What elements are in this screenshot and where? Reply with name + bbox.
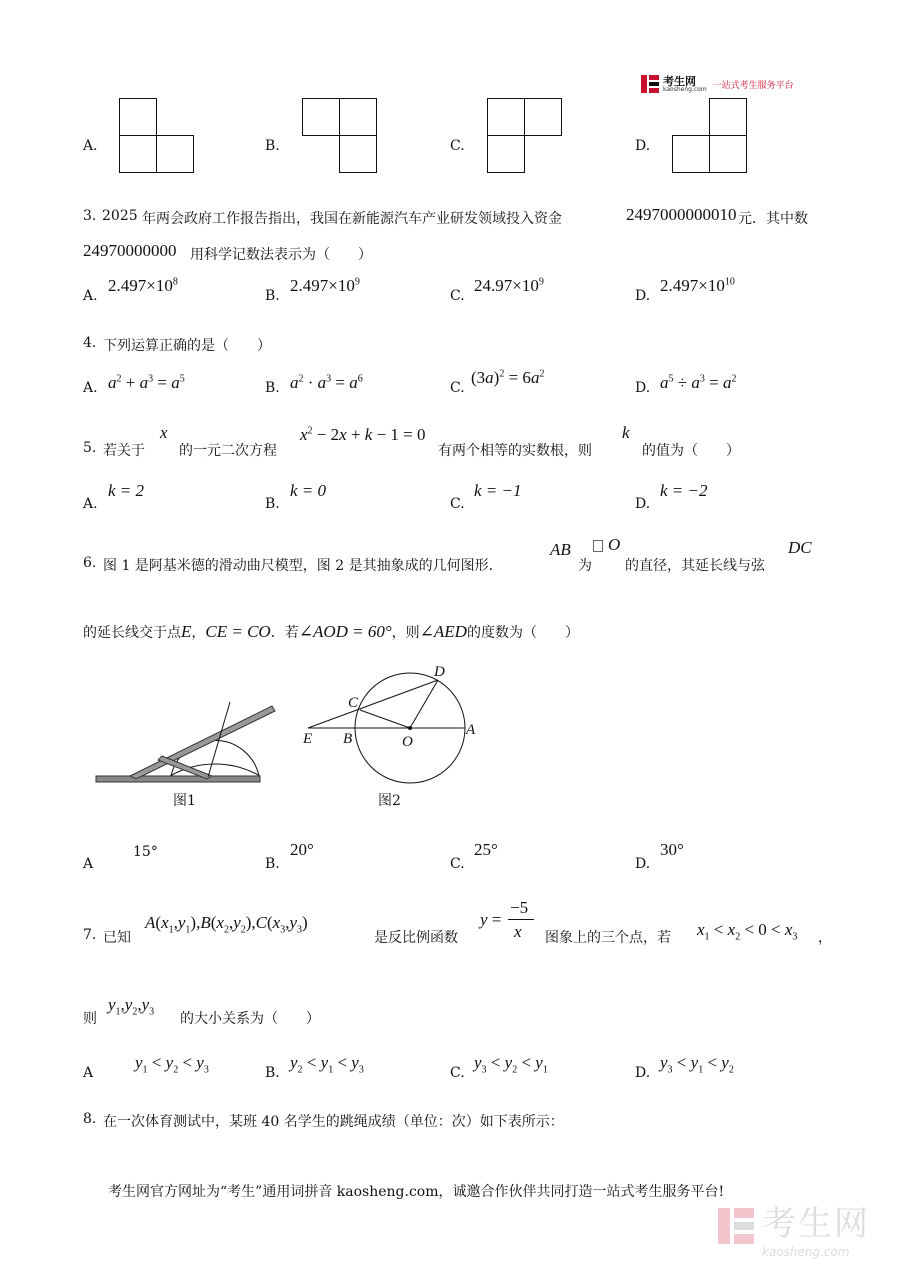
q7-ze: 则 xyxy=(83,1011,97,1027)
q3-option-d-value: $2.497\times 10^{10}$ xyxy=(660,276,735,295)
q5-option-b-value: k = 0 xyxy=(290,481,327,500)
q6-dc: DC xyxy=(788,538,812,557)
q7-condition: $x_1 < x_2 < 0 < x_3$ xyxy=(697,920,798,943)
q7-t4: ， xyxy=(818,930,832,946)
q7-option-c-label: C. xyxy=(450,1065,465,1081)
q7-t1: 已知 xyxy=(103,930,131,946)
q7-option-c-formula: $y_3 < y_2 < y_1$ xyxy=(474,1053,548,1076)
q3-text3: 用科学记数法表示为（ ） xyxy=(190,247,372,263)
q2-option-c-label: C. xyxy=(450,138,465,154)
q3-text2: 元．其中数 xyxy=(738,211,808,227)
q5-option-c-value: k = −1 xyxy=(474,481,522,500)
q7-vars: $y_1,y_2,y_3$ xyxy=(108,995,155,1018)
q5-option-a-value: k = 2 xyxy=(108,481,145,500)
header-logo xyxy=(640,74,794,94)
q7-option-b-label: B. xyxy=(265,1065,280,1081)
q3-option-c-label: C. xyxy=(450,288,465,304)
q5-option-d-value: k = −2 xyxy=(660,481,708,500)
logo-name: 考生网 xyxy=(663,74,696,88)
q5-t4: 的值为（ ） xyxy=(642,443,740,459)
q5-option-b-label: B. xyxy=(265,496,280,512)
q7-option-a-formula: $y_1 < y_2 < y_3$ xyxy=(135,1053,209,1076)
q7-option-d-label: D. xyxy=(635,1065,651,1081)
q4-option-a-label: A. xyxy=(83,380,98,396)
q7-option-b-formula: $y_2 < y_1 < y_3$ xyxy=(290,1053,364,1076)
q6-option-b-value: 20° xyxy=(290,840,314,859)
q6-point-b: B xyxy=(343,731,353,747)
q5-var-x: x xyxy=(160,423,168,442)
footer-text: 考生网官方网址为“考生”通用词拼音 kaosheng.com，诚邀合作伙伴共同打造一站式考生服务平台! xyxy=(108,1184,725,1200)
watermark-url: kaosheng.com xyxy=(762,1245,850,1259)
q6-point-c: C xyxy=(348,695,359,711)
q4-number: 4. xyxy=(83,335,97,351)
q4-option-b-label: B. xyxy=(265,380,280,396)
q6-option-b-label: B. xyxy=(265,856,280,872)
q4-option-d-formula: $a^5 \div a^3 = a^2$ xyxy=(660,373,737,392)
q4-option-c-formula: $(3a)^2 = 6a^2$ xyxy=(471,368,545,387)
q2-option-a-label: A. xyxy=(83,138,98,154)
q3-number: 3. xyxy=(83,208,97,224)
q6-point-a: A xyxy=(466,722,476,738)
q7-t3: 图象上的三个点，若 xyxy=(545,930,671,946)
q7-points: $A(x_1,y_1),B(x_2,y_2),C(x_3,y_3)$ xyxy=(145,913,308,936)
circle-symbol-icon xyxy=(593,540,603,552)
q6-point-o: O xyxy=(402,734,413,750)
q7-number: 7. xyxy=(83,927,97,943)
q3-option-b-label: B. xyxy=(265,288,280,304)
q5-var-k: k xyxy=(622,423,630,442)
logo-icon xyxy=(640,74,660,94)
q6-fig1-label: 图1 xyxy=(173,793,196,809)
q8-number: 8. xyxy=(83,1111,97,1127)
q6-t1: 图 1 是阿基米德的滑动曲尺模型，图 2 是其抽象成的几何图形． xyxy=(103,558,503,574)
q3-option-a-label: A. xyxy=(83,288,98,304)
q6-option-d-label: D. xyxy=(635,856,651,872)
q3-option-b-value: $2.497\times 10^9$ xyxy=(290,276,360,295)
q5-option-d-label: D. xyxy=(635,496,651,512)
q3-amount: 2497000000010 xyxy=(626,205,737,224)
q6-option-d-value: 30° xyxy=(660,840,684,859)
q6-circle-o: O xyxy=(608,535,621,554)
q6-point-e: E xyxy=(303,731,313,747)
q3-option-d-label: D. xyxy=(635,288,651,304)
q6-option-c-value: 25° xyxy=(474,840,498,859)
watermark xyxy=(716,1196,870,1259)
q7-option-a-label: A xyxy=(83,1065,94,1081)
q7-option-d-formula: $y_3 < y_1 < y_2$ xyxy=(660,1053,734,1076)
q7-t2: 是反比例函数 xyxy=(374,930,458,946)
q4-option-c-label: C. xyxy=(450,380,465,396)
q6-figure-1 xyxy=(90,700,280,790)
q3-option-a-value: $2.497\times 10^8$ xyxy=(108,276,178,295)
logo-slogan: 一站式考生服务平台 xyxy=(712,80,794,91)
q5-t3: 有两个相等的实数根，则 xyxy=(438,443,592,459)
q6-t2: 的直径，其延长线与弦 xyxy=(625,558,765,574)
q5-t1: 若关于 xyxy=(103,443,145,459)
q2-option-b-label: B. xyxy=(265,138,280,154)
q6-figure-2 xyxy=(300,660,490,790)
q4-text: 下列运算正确的是（ ） xyxy=(103,338,271,354)
q7-t5: 的大小关系为（ ） xyxy=(180,1011,320,1027)
q3-option-c-value: $24.97\times 10^9$ xyxy=(474,276,544,295)
q3-number-value: 24970000000 xyxy=(83,241,177,260)
q4-option-b-formula: $a^2 \cdot a^3 = a^6$ xyxy=(290,373,363,392)
q6-line2: 的延长线交于点E，CE = CO．若∠AOD = 60°，则∠AED的度数为（ ） xyxy=(83,622,579,641)
q6-point-d: D xyxy=(434,664,445,680)
q6-fig2-label: 图2 xyxy=(378,793,401,809)
q3-year: 2025 xyxy=(102,208,138,224)
logo-url: kaosheng.com xyxy=(663,85,707,93)
q6-option-c-label: C. xyxy=(450,856,465,872)
q5-equation: $x^2 - 2x + k - 1 = 0$ xyxy=(300,425,426,444)
q5-t2: 的一元二次方程 xyxy=(179,443,277,459)
q5-option-a-label: A. xyxy=(83,496,98,512)
q4-option-a-formula: $a^2 + a^3 = a^5$ xyxy=(108,373,185,392)
q5-option-c-label: C. xyxy=(450,496,465,512)
q3-text1: 年两会政府工作报告指出，我国在新能源汽车产业研发领域投入资金 xyxy=(142,211,562,227)
q6-ab: AB xyxy=(550,540,571,559)
watermark-logo-icon xyxy=(716,1206,756,1250)
q2-option-d-label: D. xyxy=(635,138,651,154)
q4-option-d-label: D. xyxy=(635,380,651,396)
q6-option-a-label: A xyxy=(83,856,94,872)
watermark-name: 考生网 xyxy=(762,1204,870,1244)
q6-wei: 为 xyxy=(578,558,592,574)
q6-number: 6. xyxy=(83,555,97,571)
q6-option-a-value: 15° xyxy=(133,844,158,860)
q8-text: 在一次体育测试中，某班 40 名学生的跳绳成绩（单位：次）如下表所示： xyxy=(103,1114,564,1130)
q5-number: 5. xyxy=(83,440,97,456)
